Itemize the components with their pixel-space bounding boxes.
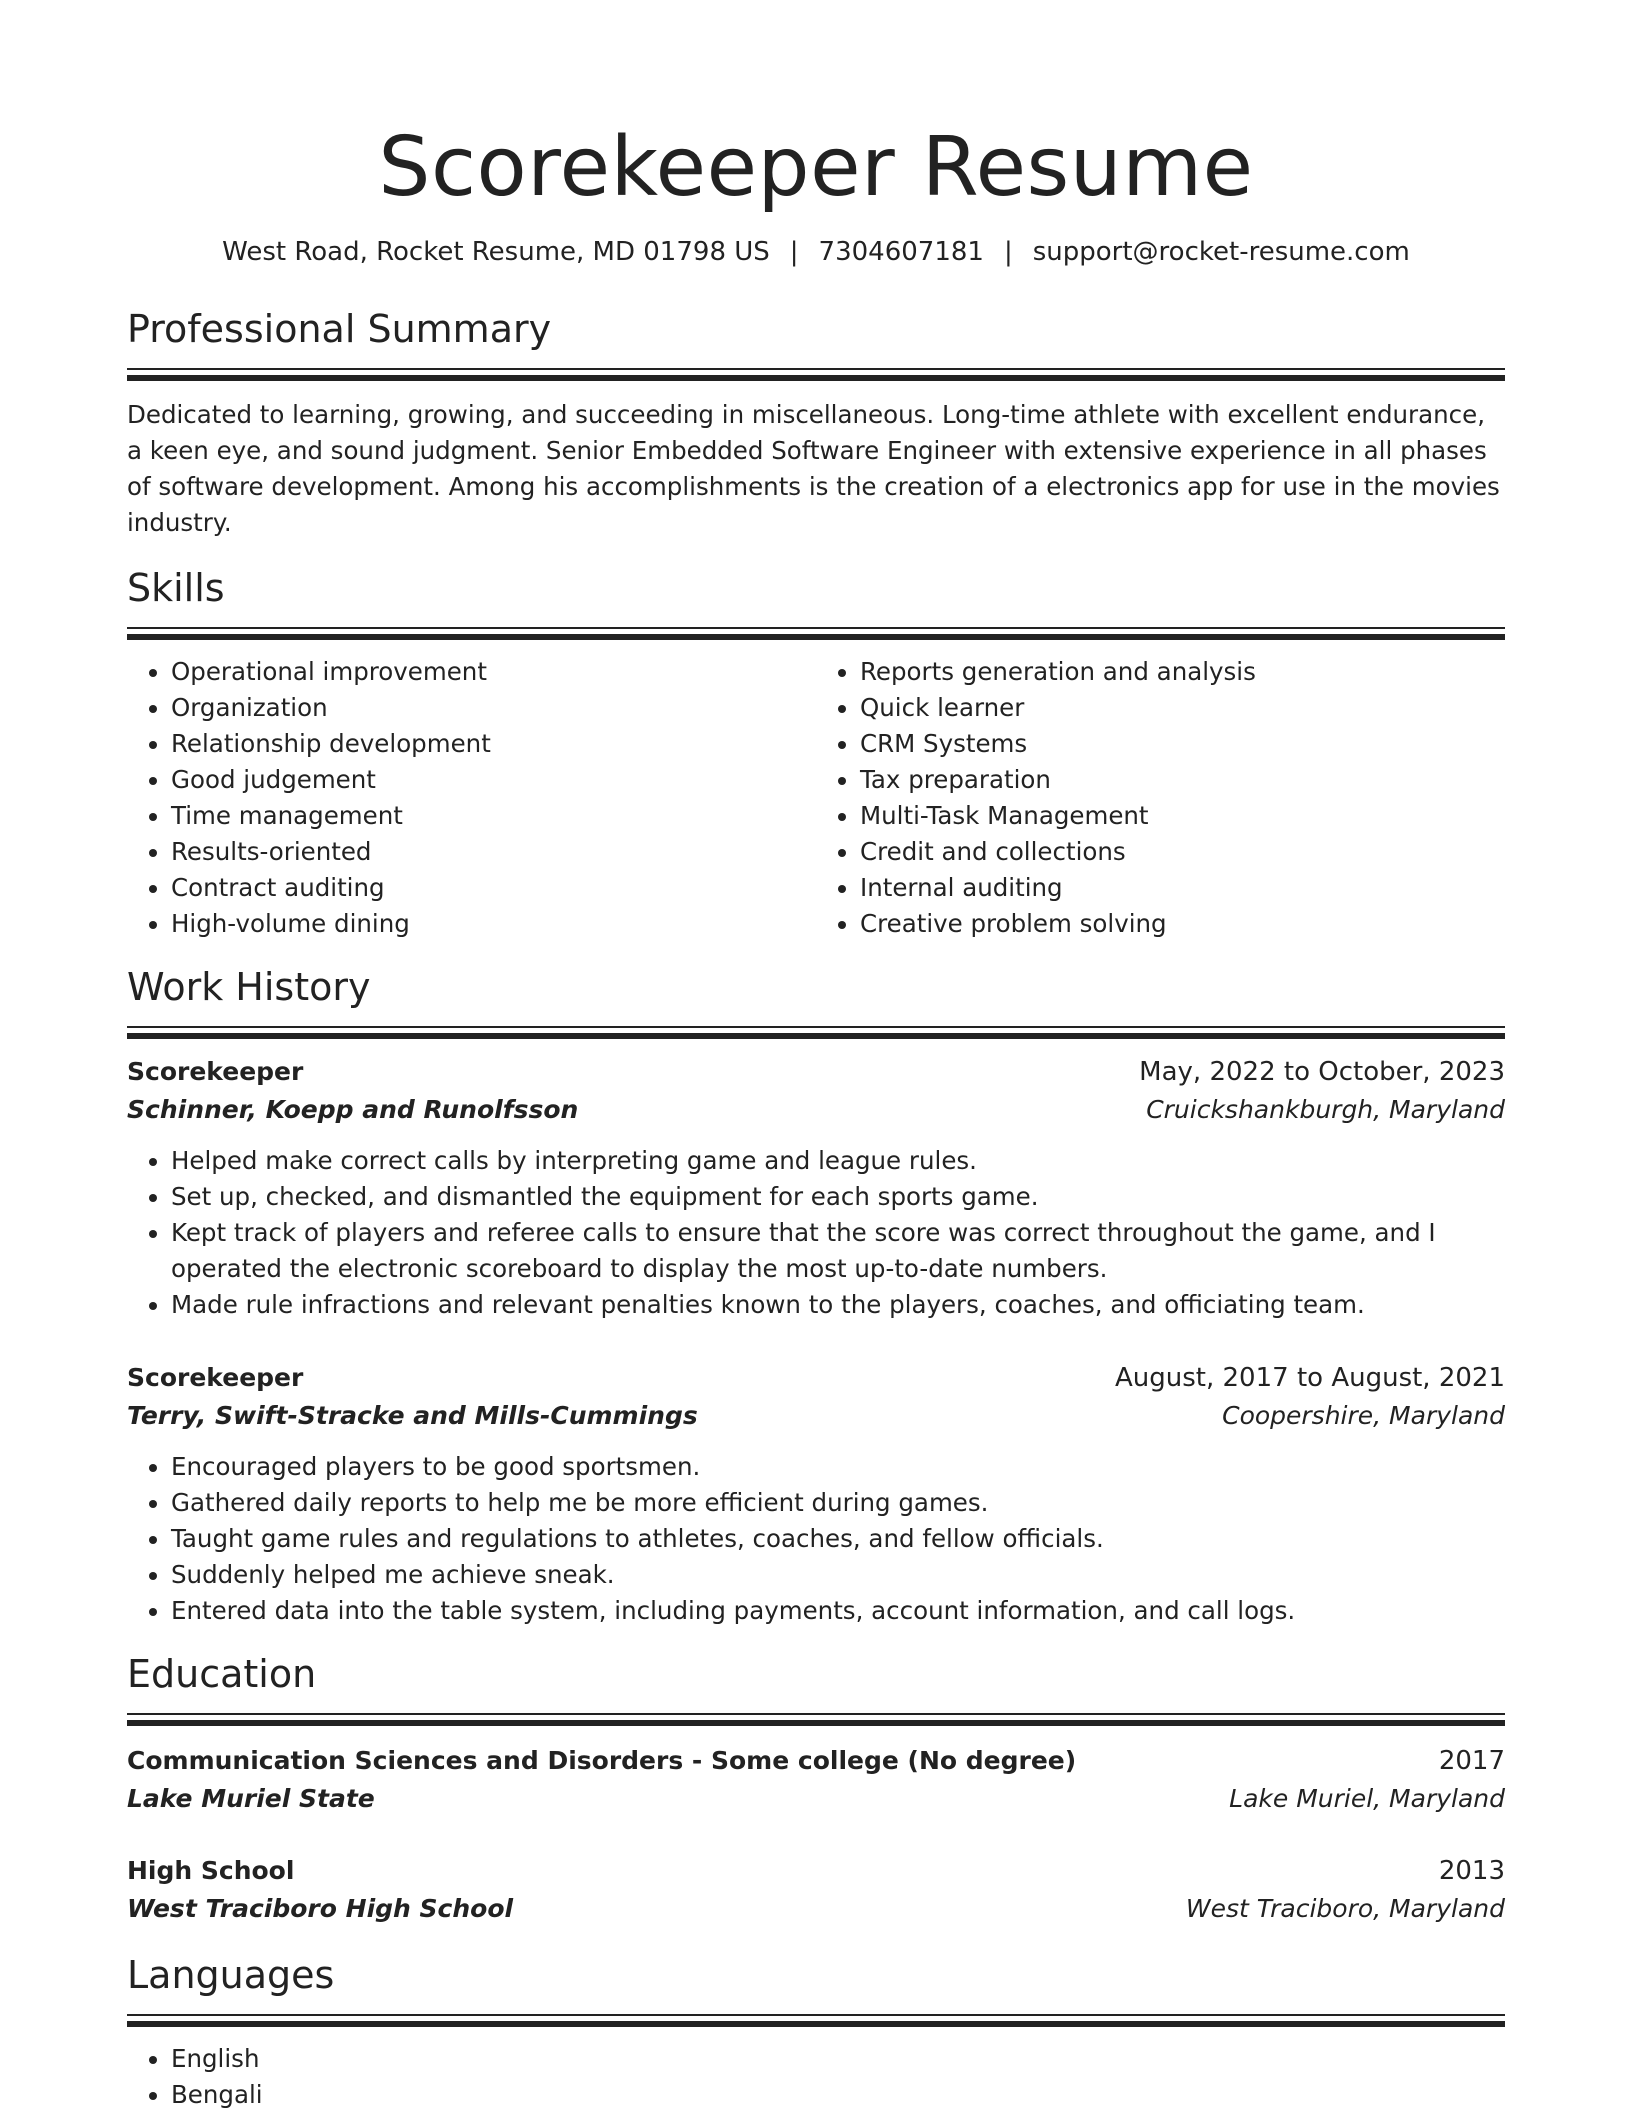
job-bullet: • Kept track of players and referee calls to ensure that the score was correct throughout the game, and I operated the electronic scoreboard to display the most up-to-date numbers. — [171, 1215, 1505, 1287]
skill-item: • Results-oriented — [171, 834, 816, 870]
job-entry — [127, 1359, 1505, 1629]
education-degree: High School — [127, 1856, 295, 1885]
contact-line — [127, 234, 1505, 270]
skill-item: • Good judgement — [171, 762, 816, 798]
contact-email: support@rocket-resume.com — [1032, 237, 1410, 267]
skill-item: • Credit and collections — [860, 834, 1505, 870]
job-bullets — [127, 1449, 1505, 1629]
summary-text: Dedicated to learning, growing, and succeeding in miscellaneous. Long-time athlete with excellent endurance, a keen eye, and sound judgment. Senior Embedded Software Engineer with extensive experience in all phases of software development. Among his accomplishments is the creation of a electronics app for use in the movies industry. — [127, 400, 1500, 537]
job-employer: Terry, Swift-Stracke and Mills-Cummings — [127, 1401, 698, 1430]
skill-item: • Organization — [171, 690, 816, 726]
contact-phone: 7304607181 — [818, 237, 984, 267]
education-location: Lake Muriel, Maryland — [1229, 1784, 1505, 1813]
skills-list-left — [127, 654, 816, 942]
education-school: West Traciboro High School — [127, 1894, 514, 1923]
section-divider — [127, 1026, 1505, 1039]
skill-item: • Multi-Task Management — [860, 798, 1505, 834]
job-dates: August, 2017 to August, 2021 — [1115, 1363, 1505, 1393]
education-entry — [127, 1852, 1505, 1928]
education-school: Lake Muriel State — [127, 1784, 375, 1813]
job-bullet: • Made rule infractions and relevant penalties known to the players, coaches, and officiating team. — [171, 1287, 1505, 1323]
skill-item: • Time management — [171, 798, 816, 834]
language-item: • Bengali — [171, 2077, 1505, 2113]
job-bullet: • Encouraged players to be good sportsmen. — [171, 1449, 1505, 1485]
work-section — [127, 962, 1505, 1629]
job-title: Scorekeeper — [127, 1057, 304, 1086]
skill-item: • High-volume dining — [171, 906, 816, 942]
skill-item: • Tax preparation — [860, 762, 1505, 798]
job-bullets — [127, 1143, 1505, 1323]
resume-title: Scorekeeper Resume — [378, 120, 1254, 215]
summary-section — [127, 304, 1505, 541]
job-bullet: • Gathered daily reports to help me be more efficient during games. — [171, 1485, 1505, 1521]
education-location: West Traciboro, Maryland — [1185, 1894, 1505, 1923]
job-location: Coopershire, Maryland — [1222, 1401, 1505, 1430]
skill-item: • Creative problem solving — [860, 906, 1505, 942]
section-divider — [127, 1713, 1505, 1726]
skill-item: • Reports generation and analysis — [860, 654, 1505, 690]
section-divider — [127, 368, 1505, 381]
contact-address: West Road, Rocket Resume, MD 01798 US — [222, 237, 770, 267]
section-heading-summary: Professional Summary — [127, 307, 552, 351]
language-item: • English — [171, 2041, 1505, 2077]
languages-section — [127, 1950, 1505, 2113]
education-year: 2017 — [1438, 1746, 1505, 1776]
skill-item: • Contract auditing — [171, 870, 816, 906]
section-divider — [127, 627, 1505, 640]
job-bullet: • Helped make correct calls by interpreting game and league rules. — [171, 1143, 1505, 1179]
languages-list — [127, 2041, 1505, 2113]
skills-section — [127, 563, 1505, 942]
job-entry — [127, 1053, 1505, 1323]
skills-list-right — [816, 654, 1505, 942]
skill-item: • Quick learner — [860, 690, 1505, 726]
job-title: Scorekeeper — [127, 1363, 304, 1392]
job-bullet: • Suddenly helped me achieve sneak. — [171, 1557, 1505, 1593]
contact-separator: | — [1003, 237, 1013, 267]
skill-item: • Internal auditing — [860, 870, 1505, 906]
skills-grid — [127, 654, 1505, 942]
education-entry — [127, 1742, 1505, 1818]
section-heading-languages: Languages — [127, 1953, 335, 1997]
education-section — [127, 1649, 1505, 1928]
job-employer: Schinner, Koepp and Runolfsson — [127, 1095, 579, 1124]
education-degree: Communication Sciences and Disorders - Some college (No degree) — [127, 1746, 1077, 1775]
job-location: Cruickshankburgh, Maryland — [1146, 1095, 1505, 1124]
section-divider — [127, 2014, 1505, 2027]
education-year: 2013 — [1438, 1856, 1505, 1886]
section-heading-education: Education — [127, 1652, 317, 1696]
skill-item: • Relationship development — [171, 726, 816, 762]
job-dates: May, 2022 to October, 2023 — [1139, 1057, 1505, 1087]
skill-item: • CRM Systems — [860, 726, 1505, 762]
section-heading-work: Work History — [127, 965, 371, 1009]
contact-separator: | — [789, 237, 799, 267]
job-bullet: • Taught game rules and regulations to athletes, coaches, and fellow officials. — [171, 1521, 1505, 1557]
job-bullet: • Set up, checked, and dismantled the equipment for each sports game. — [171, 1179, 1505, 1215]
skill-item: • Operational improvement — [171, 654, 816, 690]
section-heading-skills: Skills — [127, 566, 225, 610]
job-bullet: • Entered data into the table system, including payments, account information, and call logs. — [171, 1593, 1505, 1629]
